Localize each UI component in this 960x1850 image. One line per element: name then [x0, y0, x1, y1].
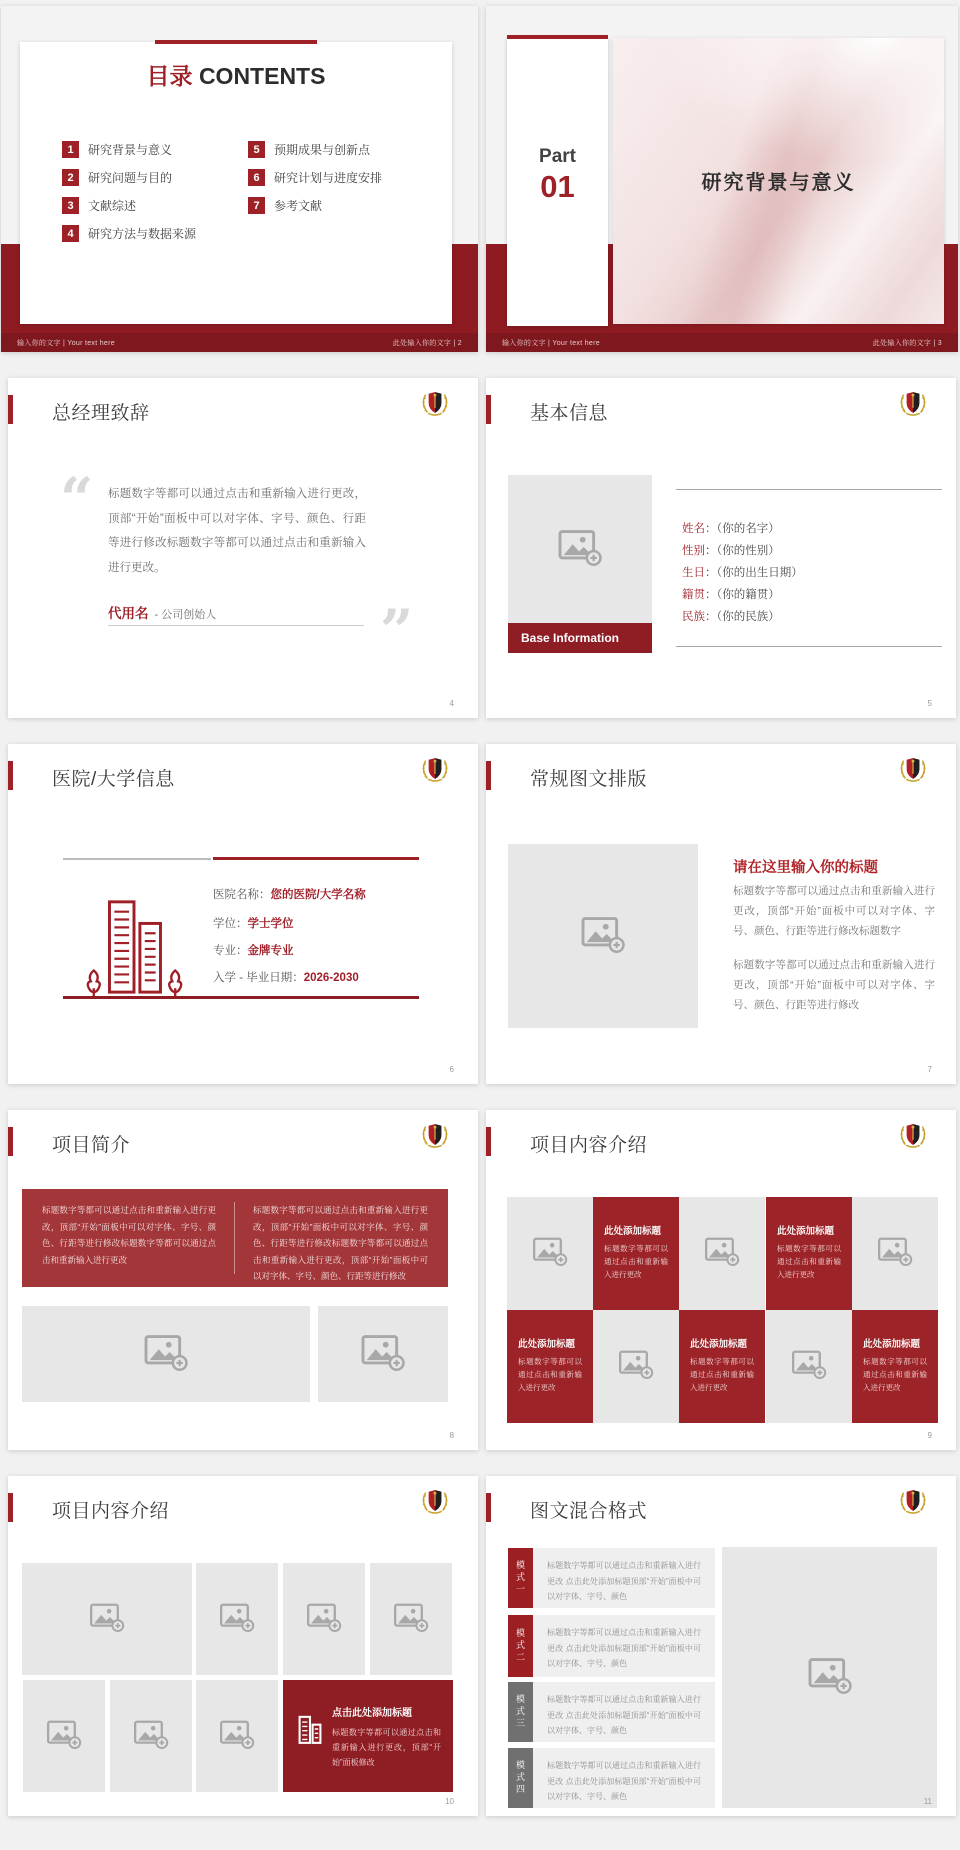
title-accent-bar — [8, 395, 13, 424]
slide-thumb-project-brief[interactable] — [8, 1110, 478, 1450]
title-accent-bar — [8, 1493, 13, 1522]
slide-title: 基本信息 — [530, 403, 609, 424]
divider-line — [108, 625, 364, 626]
image-tile — [196, 1563, 278, 1675]
slide-thumb-mixed-format[interactable] — [486, 1476, 956, 1816]
image-add-icon — [618, 1348, 654, 1385]
slide-thumb-part01[interactable] — [486, 6, 958, 352]
tile-body: 标题数字等都可以通过点击和重新输入进行更改 — [604, 1244, 668, 1279]
slide-thumb-basic-info[interactable] — [486, 378, 956, 718]
slide-title: 项目简介 — [52, 1135, 131, 1156]
slide-thumb-project-gallery[interactable] — [8, 1476, 478, 1816]
image-placeholder — [318, 1306, 448, 1402]
image-add-icon — [791, 1348, 827, 1385]
page-number: 6 — [449, 1065, 454, 1074]
paragraph: 标题数字等都可以通过点击和重新输入进行更改，顶部“开始”面板中可以对字体、字号、颜色、行距等进行修改 — [733, 959, 935, 1011]
toc-column-left — [62, 141, 196, 242]
toc-item-number: 3 — [62, 197, 79, 214]
caption-tile — [852, 1310, 938, 1423]
image-add-icon — [580, 914, 626, 959]
image-placeholder — [22, 1306, 310, 1402]
mode-tab-label: 模式二 — [515, 1628, 525, 1664]
part-number-panel — [507, 38, 608, 326]
slide-thumb-text-layout[interactable] — [486, 744, 956, 1084]
callout-body: 标题数字等都可以通过点击和重新输入进行更改，顶部“开始”面板修改 — [332, 1728, 441, 1768]
toc-item-label: 研究计划与进度安排 — [274, 171, 383, 185]
image-add-icon — [219, 1601, 255, 1638]
page-number: 8 — [449, 1431, 454, 1440]
page-number: 11 — [923, 1797, 932, 1806]
part-label: Part — [539, 146, 576, 167]
field-label: 生日： — [682, 567, 717, 579]
toc-item-label: 研究问题与目的 — [88, 171, 173, 185]
field-label: 姓名： — [682, 523, 717, 535]
mode-text-panel: 标题数字等都可以通过点击和重新输入进行更改 点击此处添加标题顶部“开始”面板中可以对字体、字号、颜色 — [533, 1748, 715, 1808]
page-number: 9 — [927, 1431, 932, 1440]
callout-title: 点击此处添加标题 — [332, 1708, 412, 1719]
caption-tile — [593, 1197, 679, 1310]
mode-tab-label: 模式三 — [515, 1694, 525, 1730]
image-tile — [679, 1197, 765, 1310]
toc-item-label: 研究方法与数据来源 — [88, 227, 197, 241]
toc-item — [62, 141, 196, 158]
photo-placeholder — [508, 475, 652, 623]
image-tile — [766, 1310, 852, 1423]
gray-top-line — [63, 858, 211, 860]
footer-left-text: 输入你的文字 | Your text here — [502, 339, 600, 347]
image-tile — [110, 1680, 192, 1792]
image-add-icon — [532, 1235, 568, 1272]
mode-tab — [508, 1682, 533, 1742]
tile-title: 此处添加标题 — [777, 1226, 835, 1237]
university-emblem-icon — [418, 756, 452, 784]
callout-text — [332, 1704, 441, 1792]
toc-item-number: 6 — [248, 169, 265, 186]
section-title: 研究背景与意义 — [701, 172, 856, 194]
toc-item-label: 文献综述 — [88, 199, 137, 213]
image-tile — [852, 1197, 938, 1310]
title-accent-bar — [486, 761, 491, 790]
image-add-icon — [393, 1601, 429, 1638]
divider-line — [676, 489, 942, 490]
image-tile — [370, 1563, 452, 1675]
tile-title: 此处添加标题 — [863, 1339, 921, 1350]
section-hero-image — [613, 38, 944, 324]
toc-item-label: 研究背景与意义 — [88, 143, 173, 157]
mode-text-panel: 标题数字等都可以通过点击和重新输入进行更改 点击此处添加标题顶部“开始”面板中可以对字体、字号、颜色 — [533, 1548, 715, 1608]
toc-item — [248, 169, 382, 186]
image-add-icon — [557, 527, 603, 572]
ground-line — [63, 996, 419, 999]
open-quote-icon: “ — [60, 465, 94, 533]
toc-item — [62, 225, 196, 242]
author-name: 代用名 — [108, 606, 149, 621]
caption-tile — [766, 1197, 852, 1310]
toc-item — [248, 141, 382, 158]
page-number: 4 — [449, 699, 454, 708]
divider-line — [676, 646, 942, 647]
slide-title: 项目内容介绍 — [52, 1501, 170, 1522]
slide-title: 医院/大学信息 — [52, 769, 175, 790]
university-emblem-icon — [896, 756, 930, 784]
toc-item-number: 4 — [62, 225, 79, 242]
mode-tab — [508, 1615, 533, 1677]
image-add-icon — [306, 1601, 342, 1638]
toc-title-en: CONTENTS — [198, 63, 326, 89]
photo-caption: Base Information — [508, 623, 652, 653]
image-tile — [593, 1310, 679, 1423]
quote-author — [108, 602, 216, 622]
toc-item-label: 预期成果与创新点 — [274, 143, 371, 157]
toc-title — [20, 58, 452, 91]
row-label: 医院名称： — [213, 889, 271, 901]
tile-body: 标题数字等都可以通过点击和重新输入进行更改 — [863, 1357, 927, 1392]
slide-footer — [1, 333, 478, 352]
university-emblem-icon — [418, 1488, 452, 1516]
caption-tile — [507, 1310, 593, 1423]
tile-body: 标题数字等都可以通过点击和重新输入进行更改 — [690, 1357, 754, 1392]
toc-item-label: 参考文献 — [274, 199, 323, 213]
red-text-box — [22, 1189, 448, 1287]
slide-title: 总经理致辞 — [52, 403, 150, 424]
title-accent-line — [155, 40, 317, 44]
image-add-icon — [360, 1332, 406, 1377]
mode-text-panel: 标题数字等都可以通过点击和重新输入进行更改 点击此处添加标题顶部“开始”面板中可以对字体、字号、颜色 — [533, 1615, 715, 1677]
toc-item — [62, 169, 196, 186]
red-top-line — [213, 857, 419, 860]
image-tile — [283, 1563, 365, 1675]
image-placeholder — [508, 844, 698, 1028]
field-label: 民族： — [682, 611, 717, 623]
page-number: 10 — [445, 1797, 454, 1806]
image-add-icon — [46, 1718, 82, 1755]
caption-tile — [679, 1310, 765, 1423]
toc-item-number: 2 — [62, 169, 79, 186]
field-label: 性别： — [682, 545, 717, 557]
toc-title-cn: 目录 — [146, 63, 193, 89]
image-tile — [23, 1680, 105, 1792]
quote-text: 标题数字等都可以通过点击和重新输入进行更改，顶部“开始”面板中可以对字体、字号、颜色、行距等进行修改标题数字等都可以通过点击和重新输入进行更改。 — [108, 488, 366, 575]
info-field — [682, 586, 780, 602]
page-number: 5 — [927, 699, 932, 708]
school-row — [213, 915, 294, 931]
row-label: 入学 - 毕业日期： — [213, 972, 304, 984]
text-column: 标题数字等都可以通过点击和重新输入进行更改，顶部“开始”面板中可以对字体、字号、颜色、行距等进行修改标题数字等都可以通过点击和重新输入进行更改，顶部“开始”面板中可以对字体、字号、颜色、行距等进行修改 — [253, 1205, 428, 1282]
title-accent-bar — [8, 1127, 13, 1156]
slide-title: 项目内容介绍 — [530, 1135, 648, 1156]
mode-tab — [508, 1748, 533, 1808]
image-add-icon — [877, 1235, 913, 1272]
hospital-building-icon — [80, 894, 188, 998]
slide-title: 图文混合格式 — [530, 1501, 648, 1522]
image-add-icon — [133, 1718, 169, 1755]
tile-title: 此处添加标题 — [690, 1339, 748, 1350]
image-add-icon — [807, 1655, 853, 1700]
university-emblem-icon — [896, 1122, 930, 1150]
info-field — [682, 520, 780, 536]
mode-tab — [508, 1548, 533, 1608]
toc-content-card — [20, 42, 452, 324]
tile-body: 标题数字等都可以通过点击和重新输入进行更改 — [777, 1244, 841, 1279]
toc-item-number: 1 — [62, 141, 79, 158]
field-value: （你的出生日期） — [716, 567, 803, 579]
text-column: 标题数字等都可以通过点击和重新输入进行更改，顶部“开始”面板中可以对字体、字号、颜色、行距等进行修改标题数字等都可以通过点击和重新输入进行更改 — [42, 1202, 235, 1274]
toc-item — [62, 197, 196, 214]
footer-right-text: 此处输入你的文字 | 2 — [392, 339, 462, 347]
close-quote-icon: ” — [380, 597, 414, 665]
mode-tab-label: 模式一 — [515, 1560, 525, 1596]
panel-accent-line — [507, 35, 608, 39]
row-value: 学士学位 — [247, 918, 294, 930]
tile-body: 标题数字等都可以通过点击和重新输入进行更改 — [518, 1357, 582, 1392]
add-title-callout — [283, 1680, 453, 1792]
slide-thumb-speech[interactable] — [8, 378, 478, 718]
image-add-icon — [704, 1235, 740, 1272]
title-accent-bar — [486, 395, 491, 424]
school-row — [213, 942, 294, 958]
image-placeholder — [722, 1547, 937, 1808]
school-row — [213, 886, 366, 902]
field-value: （你的名字） — [716, 523, 780, 535]
toc-item-number: 5 — [248, 141, 265, 158]
title-accent-bar — [486, 1493, 491, 1522]
image-add-icon — [143, 1332, 189, 1377]
info-field — [682, 564, 803, 580]
toc-column-right — [248, 141, 382, 214]
footer-right-text: 此处输入你的文字 | 3 — [872, 339, 942, 347]
slide-thumb-school-info[interactable] — [8, 744, 478, 1084]
tile-title: 此处添加标题 — [604, 1226, 662, 1237]
row-label: 专业： — [213, 945, 248, 957]
building-icon — [297, 1712, 323, 1746]
university-emblem-icon — [896, 390, 930, 418]
title-accent-bar — [8, 761, 13, 790]
row-value: 金牌专业 — [247, 945, 294, 957]
paragraph: 标题数字等都可以通过点击和重新输入进行更改，顶部“开始”面板中可以对字体、字号、颜色、行距等进行修改标题数字 — [733, 885, 935, 937]
footer-left-text: 输入你的文字 | Your text here — [17, 339, 115, 347]
image-tile — [196, 1680, 278, 1792]
university-emblem-icon — [418, 1122, 452, 1150]
image-add-icon — [219, 1718, 255, 1755]
toc-item — [248, 197, 382, 214]
content-heading: 请在这里输入你的标题 — [733, 860, 878, 876]
toc-item-number: 7 — [248, 197, 265, 214]
mode-text-panel: 标题数字等都可以通过点击和重新输入进行更改 点击此处添加标题顶部“开始”面板中可以对字体、字号、颜色 — [533, 1682, 715, 1742]
row-value: 您的医院/大学名称 — [270, 889, 366, 901]
info-field — [682, 608, 780, 624]
school-row — [213, 969, 359, 985]
university-emblem-icon — [418, 390, 452, 418]
mode-tab-label: 模式四 — [515, 1760, 525, 1796]
author-role: - 公司创始人 — [154, 609, 217, 621]
field-value: （你的民族） — [716, 611, 780, 623]
row-value: 2026-2030 — [303, 972, 359, 984]
field-value: （你的性别） — [716, 545, 780, 557]
image-tile — [22, 1563, 192, 1675]
slide-thumb-toc[interactable] — [1, 6, 478, 352]
info-field — [682, 542, 780, 558]
slide-title: 常规图文排版 — [530, 769, 648, 790]
row-label: 学位： — [213, 918, 248, 930]
university-emblem-icon — [896, 1488, 930, 1516]
title-accent-bar — [486, 1127, 491, 1156]
image-add-icon — [89, 1601, 125, 1638]
tile-title: 此处添加标题 — [518, 1339, 576, 1350]
slide-thumb-project-grid[interactable] — [486, 1110, 956, 1450]
page-number: 7 — [927, 1065, 932, 1074]
field-label: 籍贯： — [682, 589, 717, 601]
field-value: （你的籍贯） — [716, 589, 780, 601]
part-number: 01 — [540, 169, 575, 204]
image-tile — [507, 1197, 593, 1310]
slide-footer — [486, 333, 958, 352]
